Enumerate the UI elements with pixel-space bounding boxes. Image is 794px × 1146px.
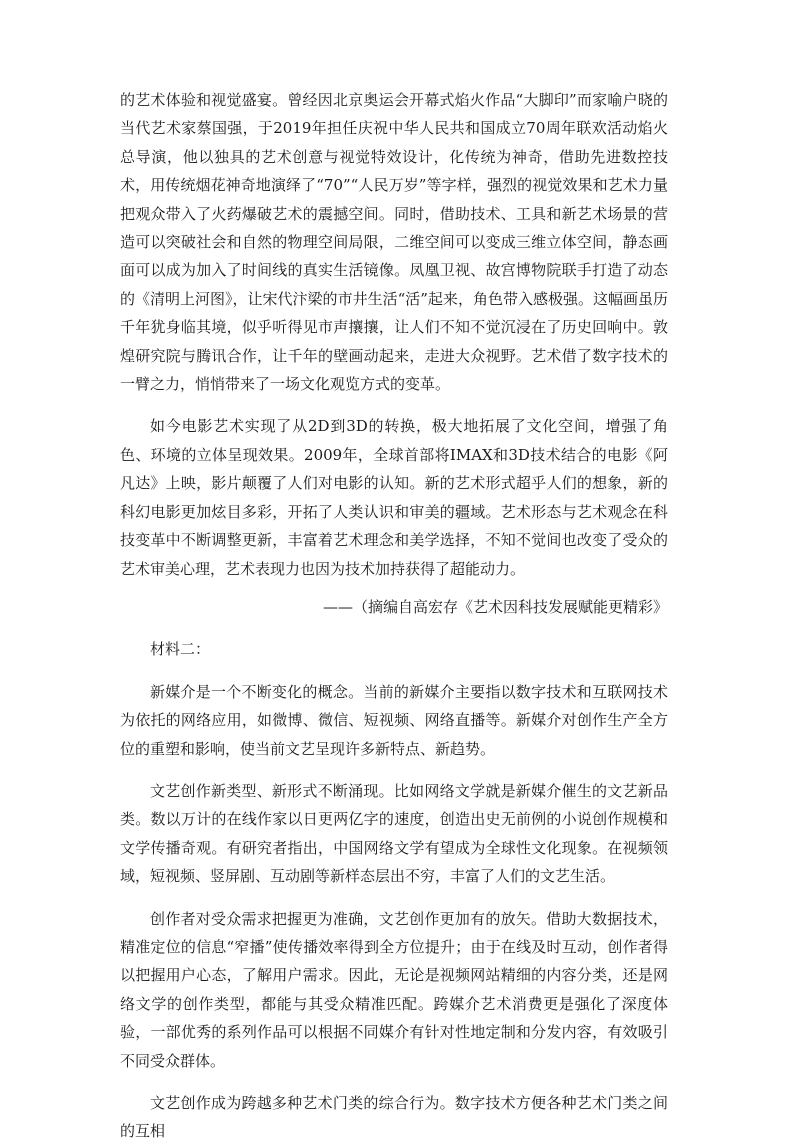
paragraph-new-forms: 文艺创作新类型、新形式不断涌现。比如网络文学就是新媒介催生的文艺新品类。数以万计的在线作家以日更两亿字的速度，创造出史无前例的小说创作规模和文学传播奇观。有研究者指出，中国网络文学有望成为全球性文化现象。在视频领域，短视频、竖屏剧、互动剧等新样态层出不穷，丰富了人们的文艺生活。: [120, 781, 668, 886]
paragraph-film-art: 如今电影艺术实现了从2D到3D的转换，极大地拓展了文化空间，增强了角色、环境的立体呈现效果。2009年，全球首部将IMAX和3D技术结合的电影《阿凡达》上映，影片颠覆了人们对电影的认知。新的艺术形式超乎人们的想象，新的科幻电影更加炫目多彩，开拓了人类认识和审美的疆域。艺术形态与艺术观念在科技变革中不断调整更新，丰富着艺术理念和美学选择，不知不觉间也改变了受众的艺术审美心理，艺术表现力也因为技术加持获得了超能动力。: [120, 417, 668, 578]
document-page: [120, 86, 668, 1146]
paragraph-cross-art: 文艺创作成为跨越多种艺术门类的综合行为。数字技术方便各种艺术门类之间的互相: [120, 1094, 668, 1141]
section-heading: 材料二：: [150, 640, 211, 659]
source-attribution: ——（摘编自高宏存《艺术因科技发展赋能更精彩》: [322, 597, 668, 616]
paragraph-new-media: 新媒介是一个不断变化的概念。当前的新媒介主要指以数字技术和互联网技术为依托的网络应用，如微博、微信、短视频、网络直播等。新媒介对创作生产全方位的重塑和影响，使当前文艺呈现许多新特点、新趋势。: [120, 682, 668, 758]
paragraph-continuation: 的艺术体验和视觉盛宴。曾经因北京奥运会开幕式焰火作品“大脚印”而家喻户晓的当代艺术家蔡国强，于2019年担任庆祝中华人民共和国成立70周年联欢活动焰火总导演，他以独具的艺术创意与视觉特效设计，化传统为神奇，借助先进数控技术，用传统烟花神奇地演绎了“70”“人民万岁”等字样，强烈的视觉效果和艺术力量把观众带入了火药爆破艺术的震撼空间。同时，借助技术、工具和新艺术场景的营造可以突破社会和自然的物理空间局限，二维空间可以变成三维立体空间，静态画面可以成为加入了时间线的真实生活镜像。凤凰卫视、故宫博物院联手打造了动态的《清明上河图》，让宋代汴梁的市井生活“活”起来，角色带入感极强。这幅画虽历千年犹身临其境，似乎听得见市声攘攘，让人们不知不觉沉浸在了历史回响中。敦煌研究院与腾讯合作，让千年的壁画动起来，走进大众视野。艺术借了数字技术的一臂之力，悄悄带来了一场文化观览方式的变革。: [120, 91, 668, 394]
paragraph-audience: 创作者对受众需求把握更为准确，文艺创作更加有的放矢。借助大数据技术，精准定位的信息“窄播”使传播效率得到全方位提升；由于在线及时互动，创作者得以把握用户心态，了解用户需求。因此，无论是视频网站精细的内容分类，还是网络文学的创作类型，都能与其受众精准匹配。跨媒介艺术消费更是强化了深度体验，一部优秀的系列作品可以根据不同媒介有针对性地定制和分发内容，有效吸引不同受众群体。: [120, 909, 668, 1070]
